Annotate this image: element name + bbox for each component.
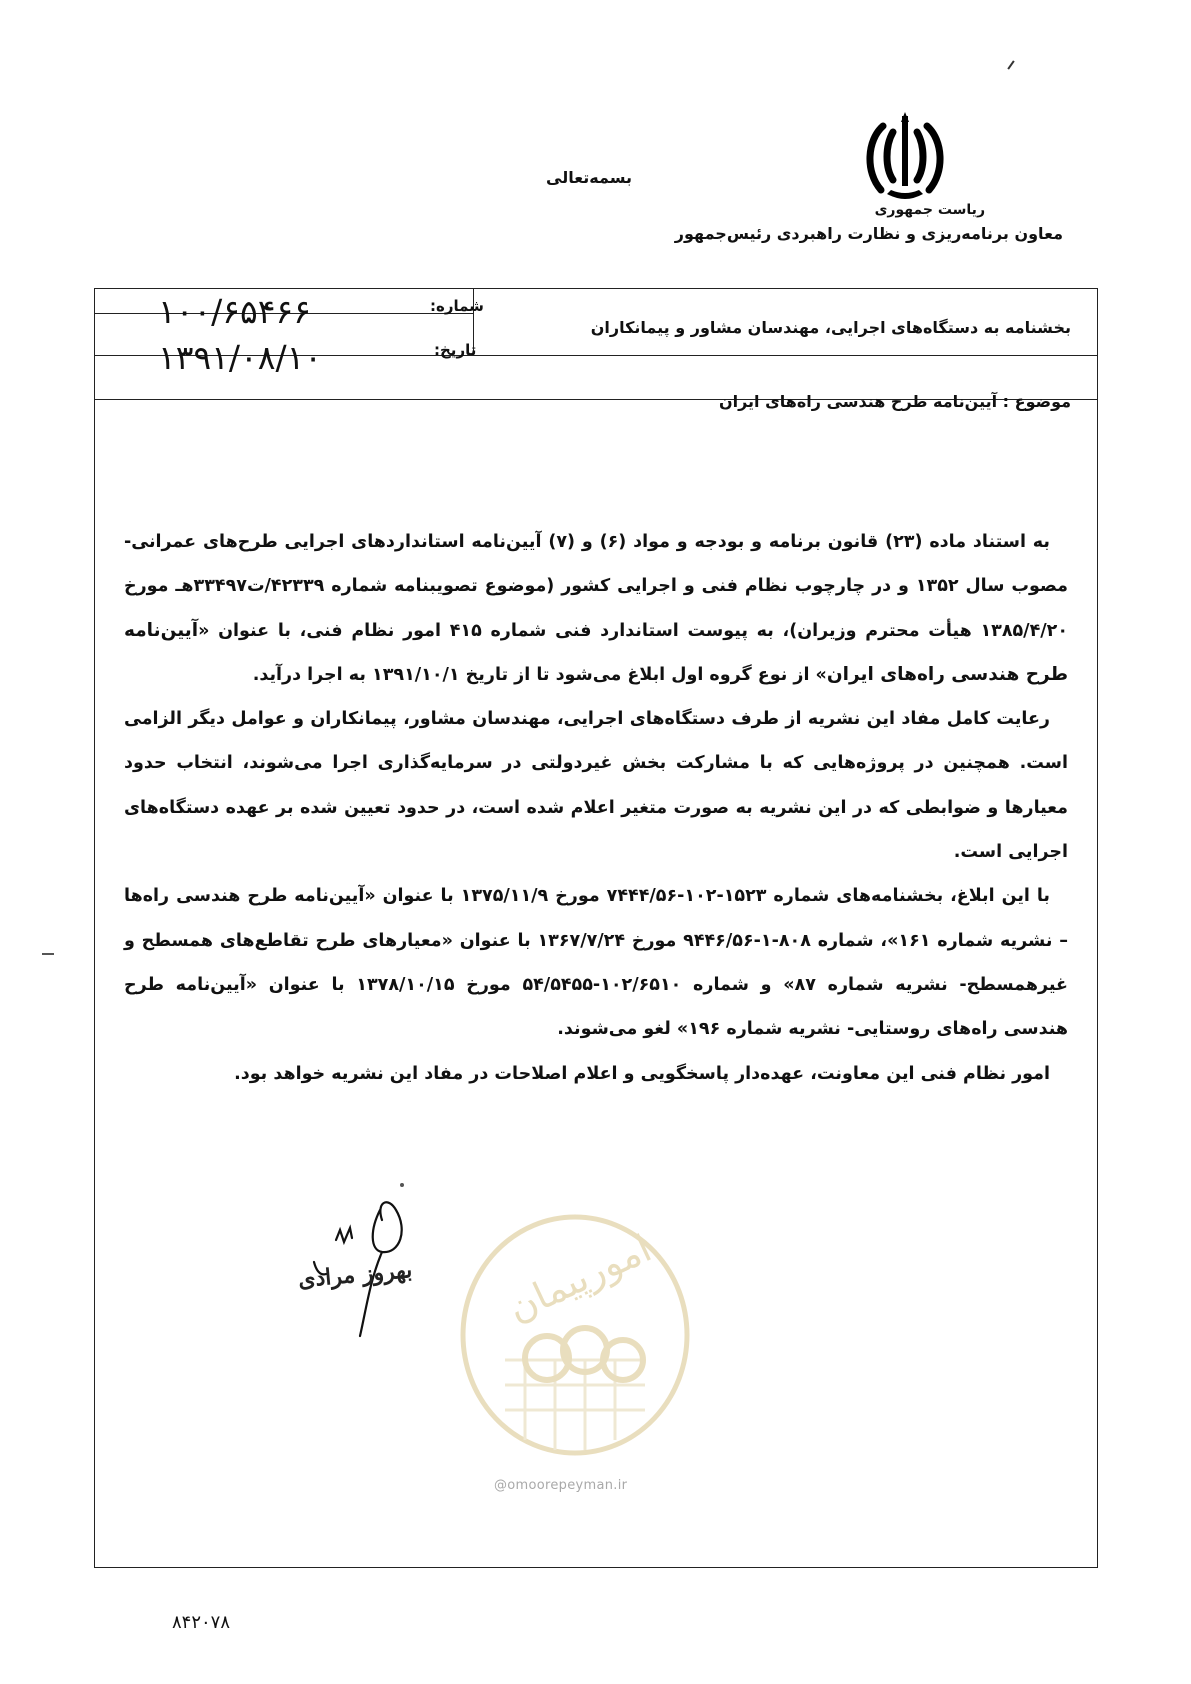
publication-title: آیین‌نامه طرح هندسی راه‌های ایران [124, 619, 1068, 685]
invocation-text: بسمه‌تعالی [546, 168, 632, 187]
subject-line: موضوع : آیین‌نامه طرح هندسی راه‌های ایران [718, 392, 1071, 411]
org-line-presidency: ریاست جمهوری [874, 202, 985, 218]
signer-name: بهروز مرادی [297, 1257, 414, 1293]
date-value: ۱۳۹۱/۰۸/۱۰ [158, 338, 323, 377]
date-label: تاریخ: [434, 341, 477, 359]
watermark-text: امورپیمان [501, 1226, 658, 1331]
dot-mark [400, 1183, 404, 1187]
letter-body [124, 520, 1068, 1096]
number-value: ۱۰۰/۶۵۴۶۶ [158, 292, 311, 331]
addressee: بخشنامه به دستگاه‌های اجرایی، مهندسان مشاور و پیمانکاران [590, 318, 1071, 337]
number-label: شماره: [430, 297, 484, 315]
paragraph-2: رعایت کامل مفاد این نشریه از طرف دستگاه‌های اجرایی، مهندسان مشاور، پیمانکاران و عوامل دیگر الزامی است. همچنین در پروژه‌هایی که با مشارکت بخش غیردولتی در سرمایه‌گذاری اجرا می‌شوند، انتخاب حدود معیارها و ضوابطی که در این نشریه به صورت متغیر اعلام شده است، در حدود تعیین شده بر عهده دستگاه‌های اجرایی است. [124, 709, 1068, 863]
document-code: ۸۴۲۰۷۸ [172, 1612, 231, 1633]
org-line-vice-president: معاون برنامه‌ریزی و نظارت راهبردی رئیس‌جمهور [674, 224, 1063, 243]
iran-emblem-icon [857, 110, 953, 205]
paragraph-4: امور نظام فنی این معاونت، عهده‌دار پاسخگویی و اعلام اصلاحات در مفاد این نشریه خواهد بود. [234, 1063, 1050, 1084]
paragraph-1-text-b: » از نوع گروه اول ابلاغ می‌شود تا از تاریخ ۱۳۹۱/۱۰/۱ به اجرا درآید. [252, 664, 827, 685]
stray-mark [1007, 60, 1014, 69]
margin-mark [42, 953, 54, 955]
omoorepeyman-watermark-seal [455, 1210, 700, 1470]
watermark-url: @omoorepeyman.ir [494, 1478, 628, 1493]
paragraph-1 [124, 520, 1068, 697]
paragraph-3: با این ابلاغ، بخشنامه‌های شماره ۱۵۲۳-۱۰۲-۷۴۴۴/۵۶ مورخ ۱۳۷۵/۱۱/۹ با عنوان «آیین‌نامه طرح هندسی راه‌ها – نشریه شماره ۱۶۱»، شماره ۸۰۸-۱-۹۴۴۶/۵۶ مورخ ۱۳۶۷/۷/۲۴ با عنوان «معیارهای طرح تقاطع‌های همسطح و غیرهمسطح- نشریه شماره ۸۷» و شماره ۱۰۲/۶۵۱۰-۵۴/۵۴۵۵ مورخ ۱۳۷۸/۱۰/۱۵ با عنوان «آیین‌نامه طرح هندسی راه‌های روستایی- نشریه شماره ۱۹۶» لغو می‌شوند. [124, 886, 1068, 1040]
paragraph-1-text-a: به استناد ماده (۲۳) قانون برنامه و بودجه و مواد (۶) و (۷) آیین‌نامه استانداردهای اجرایی طرح‌های عمرانی- مصوب سال ۱۳۵۲ و در چارچوب نظام فنی و اجرایی کشور (موضوع تصویبنامه شماره ۴۲۳۳۹/ت۳۳۴۹۷هـ مورخ ۱۳۸۵/۴/۲۰ هیأت محترم وزیران)، به پیوست استاندارد فنی شماره ۴۱۵ امور نظام فنی، با عنوان « [124, 532, 1069, 641]
